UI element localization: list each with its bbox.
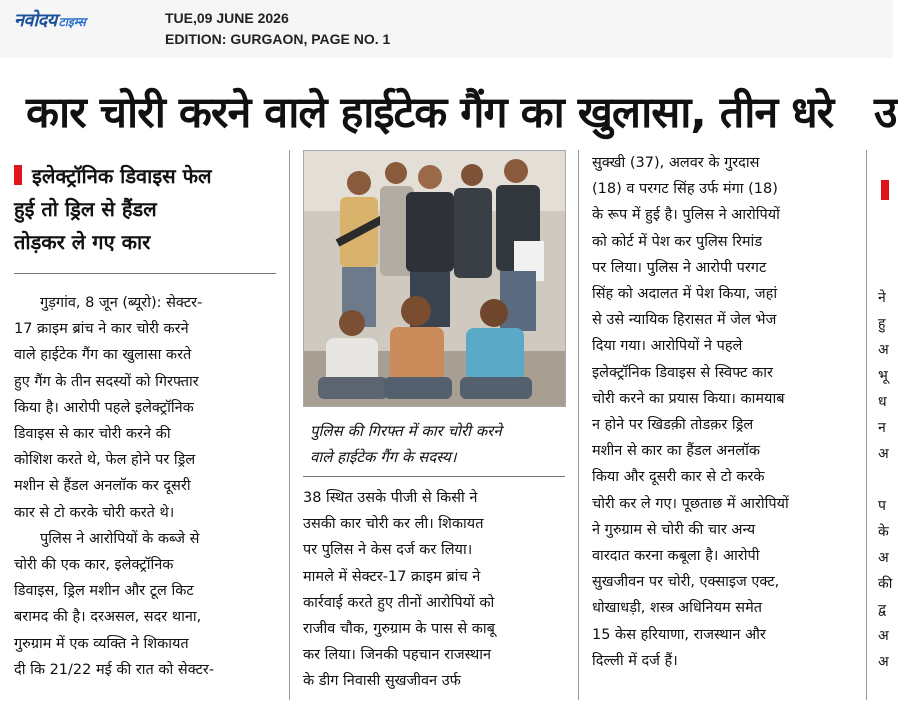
text-line: 15 केस हरियाणा, राजस्थान और [592,626,766,643]
text-line: से उसे न्यायिक हिरासत में जेल भेज [592,312,777,329]
subhead-line: तोड़कर ले गए कार [14,230,151,254]
text-fragment [878,467,898,493]
text-line: चोरी की एक कार, इलेक्ट्रॉनिक [14,557,174,574]
text-line: मशीन से कार का हैंडल अनलॉक [592,443,761,460]
text-line: सुखजीवन पर चोरी, एक्साइज एक्ट, [592,574,780,591]
article-column-3 [592,150,857,674]
text-line: कोशिश करते थे, फेल होने पर ड्रिल [14,452,196,469]
text-fragment: अ [878,550,889,566]
text-fragment: ध [878,394,887,410]
caption-line: वाले हाईटेक गैंग के सदस्य। [310,448,457,466]
text-fragment: अ [878,446,889,462]
photo-caption [310,418,564,470]
next-article-column-fragment [878,285,898,675]
text-line: पर पुलिस ने केस दर्ज कर लिया। [303,542,473,559]
text-line: दी कि 21/22 मई की रात को सेक्टर- [14,661,215,678]
next-article-subhead-marker [881,180,889,200]
text-line: किया और दूसरी कार से टो करके [592,469,765,486]
article-subhead [14,160,276,259]
text-line: न होने पर खिडक़ी तोडक़र ड्रिल [592,417,754,434]
masthead-bar [0,0,893,58]
column-divider [578,150,579,700]
article-photo[interactable] [303,150,566,407]
next-article-headline-fragment: उ [874,88,898,138]
text-line: दिल्ली में दर्ज हैं। [592,652,678,669]
text-line: इलेक्ट्रॉनिक डिवाइस से स्विफ्ट कार [592,364,773,381]
text-line: बरामद की है। दरअसल, सदर थाना, [14,609,202,626]
text-fragment: अ [878,628,889,644]
text-line: के रूप में हुई है। पुलिस ने आरोपियों [592,207,780,224]
text-line: दिया गया। आरोपियों ने पहले [592,338,743,355]
text-line: को कोर्ट में पेश कर पुलिस रिमांड [592,233,763,250]
text-fragment: प [878,498,886,514]
text-line: (18) व परगट सिंह उर्फ मंगा (18) [592,181,778,198]
column-divider [866,150,867,700]
text-line: सुक्खी (37), अलवर के गुरदास [592,155,760,171]
text-line: वारदात करना कबूला है। आरोपी [592,548,760,565]
text-line: वाले हाईटेक गैंग का खुलासा करते [14,347,192,364]
text-line: मशीन से हैंडल अनलॉक कर दूसरी [14,478,191,495]
text-line: ने गुरुग्राम से चोरी की चार अन्य [592,521,756,538]
text-line: कार से टो करके चोरी करते थे। [14,504,175,521]
text-fragment: के [878,524,889,540]
text-line: के डीग निवासी सुखजीवन उर्फ [303,673,461,690]
text-fragment: अ [878,342,889,358]
text-line: कर लिया। जिनकी पहचान राजस्थान [303,647,492,664]
text-line: पर लिया। पुलिस ने आरोपी परगट [592,259,767,276]
text-line: राजीव चौक, गुरुग्राम के पास से काबू [303,621,495,638]
article-column-2 [303,485,565,695]
text-fragment: की [878,576,893,592]
logo-sub: टाइम्स [58,15,86,29]
caption-divider [303,476,565,477]
issue-date: TUE,09 JUNE 2026 [165,10,289,26]
text-line: उसकी कार चोरी कर ली। शिकायत [303,516,484,533]
text-line: धोखाधड़ी, शस्त्र अधिनियम समेत [592,600,763,617]
text-line: सिंह को अदालत में पेश किया, जहां [592,286,778,303]
text-line: चोरी करने का प्रयास किया। कामयाब [592,390,785,407]
edition-info [165,8,390,50]
text-fragment: न [878,420,886,436]
article-headline: कार चोरी करने वाले हाईटेक गैंग का खुलासा, तीन धरे [26,88,834,138]
text-fragment: द्व [878,602,887,618]
text-fragment: भू [878,368,888,384]
subhead-marker-icon [14,165,22,185]
subhead-divider [14,273,276,274]
text-line: 38 स्थित उसके पीजी से किसी ने [303,490,478,506]
text-fragment: हु [878,316,886,332]
column-divider [289,150,290,700]
caption-line: पुलिस की गिरफ्त में कार चोरी करने [310,422,502,440]
text-line: कार्रवाई करते हुए तीनों आरोपियों को [303,594,495,611]
edition-page: EDITION: GURGAON, PAGE NO. 1 [165,31,391,47]
text-line: गुड़गांव, 8 जून (ब्यूरो): सेक्टर- [40,295,203,311]
logo-main: नवोदय [14,10,57,31]
text-line: हुए गैंग के तीन सदस्यों को गिरफ्तार [14,373,199,390]
text-line: गुरुग्राम में एक व्यक्ति ने शिकायत [14,635,189,652]
police-group-photo-image [304,151,565,406]
text-line: किया है। आरोपी पहले इलेक्ट्रॉनिक [14,399,194,416]
text-line: डिवाइस से कार चोरी करने की [14,426,171,443]
article-column-1 [14,290,276,683]
text-line: 17 क्राइम ब्रांच ने कार चोरी करने [14,321,189,338]
text-line: डिवाइस, ड्रिल मशीन और टूल किट [14,583,194,600]
subhead-line: इलेक्ट्रॉनिक डिवाइस फेल [32,164,212,188]
newspaper-logo[interactable] [14,8,86,34]
text-line: पुलिस ने आरोपियों के कब्जे से [40,530,200,547]
text-line: मामले में सेक्टर-17 क्राइम ब्रांच ने [303,568,481,585]
text-line: चोरी कर ले गए। पूछताछ में आरोपियों [592,495,789,512]
subhead-line: हुई तो ड्रिल से हैंडल [14,197,157,221]
text-fragment: अ [878,654,889,670]
text-fragment: ने [878,290,886,306]
